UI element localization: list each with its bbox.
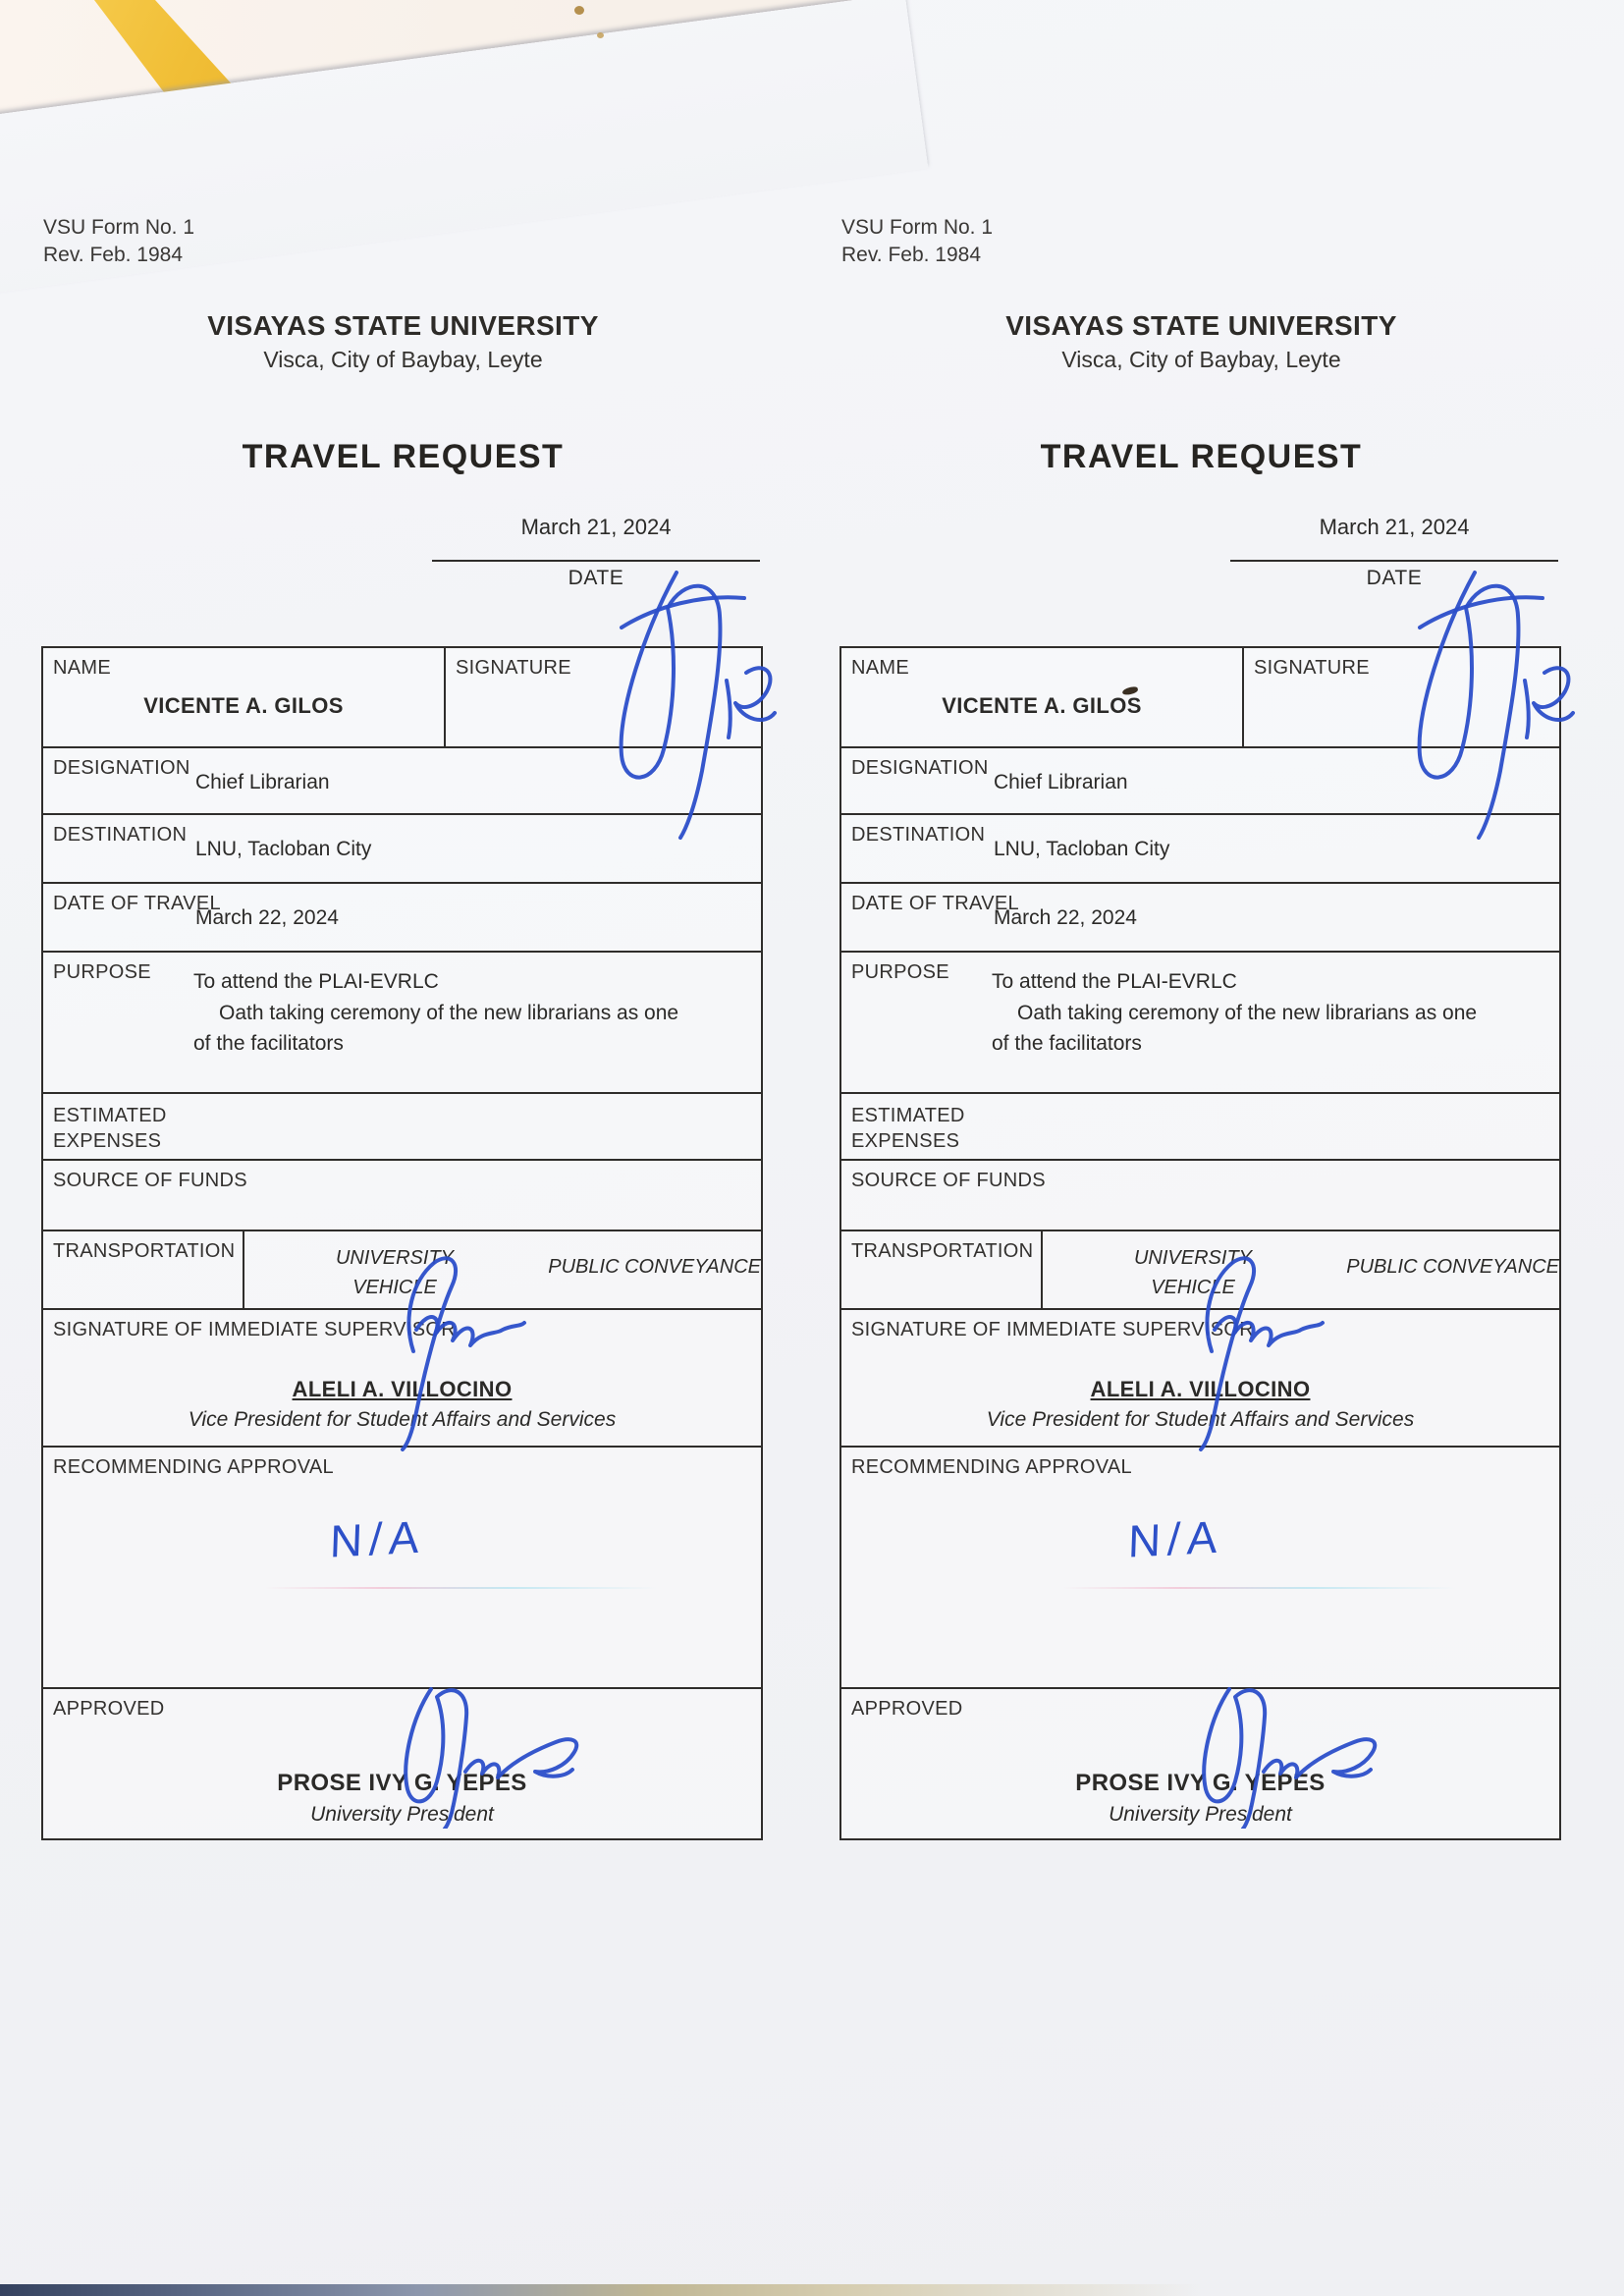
estimated-expenses-label-2: EXPENSES xyxy=(851,1130,960,1152)
row-approved xyxy=(841,1689,1559,1838)
university-address: Visca, City of Baybay, Leyte xyxy=(1061,347,1341,372)
row-transportation xyxy=(43,1231,761,1310)
transportation-label: TRANSPORTATION xyxy=(851,1240,1034,1262)
source-of-funds-label: SOURCE OF FUNDS xyxy=(851,1170,1046,1191)
row-source-of-funds xyxy=(841,1161,1559,1231)
approver-title: University President xyxy=(1109,1803,1292,1826)
row-name-signature xyxy=(43,648,761,748)
name-label: NAME xyxy=(851,657,909,679)
row-source-of-funds xyxy=(43,1161,761,1231)
row-estimated-expenses xyxy=(841,1094,1559,1161)
purpose-value xyxy=(193,966,755,1060)
approved-label: APPROVED xyxy=(53,1698,165,1720)
row-destination xyxy=(43,815,761,884)
date-of-travel-label: DATE OF TRAVEL xyxy=(851,893,1019,914)
name-label: NAME xyxy=(53,657,111,679)
estimated-expenses-label-1: ESTIMATED xyxy=(53,1105,167,1126)
bottom-document-band xyxy=(0,2284,1624,2296)
purpose-line-2: Oath taking ceremony of the new librarians as one xyxy=(1017,1001,1478,1024)
row-destination xyxy=(841,815,1559,884)
cell-divider xyxy=(444,648,446,746)
supervisor-title: Vice President for Student Affairs and Services xyxy=(188,1408,617,1431)
destination-value: LNU, Tacloban City xyxy=(994,838,1170,860)
supervisor-label: SIGNATURE OF IMMEDIATE SUPERVISOR xyxy=(53,1319,456,1340)
recommending-approval-label: RECOMMENDING APPROVAL xyxy=(851,1456,1132,1478)
form-number: VSU Form No. 1 xyxy=(841,216,994,239)
transportation-option-university-vehicle xyxy=(1041,1243,1345,1302)
estimated-expenses-label-2: EXPENSES xyxy=(53,1130,162,1152)
date-block xyxy=(432,515,760,590)
form-table xyxy=(839,646,1561,1840)
purpose-line-1: To attend the PLAI-EVRLC xyxy=(193,970,439,993)
approver-title: University President xyxy=(310,1803,494,1826)
option-vehicle: VEHICLE xyxy=(1151,1277,1235,1298)
form-table xyxy=(41,646,763,1840)
estimated-expenses-label xyxy=(53,1103,167,1154)
approver-name: PROSE IVY G. YEPES xyxy=(277,1770,527,1796)
designation-label: DESIGNATION xyxy=(53,757,190,779)
destination-value: LNU, Tacloban City xyxy=(195,838,372,860)
cell-divider xyxy=(1242,648,1244,746)
purpose-label: PURPOSE xyxy=(851,961,949,983)
letterhead xyxy=(41,310,765,373)
form-number-block xyxy=(841,214,993,268)
form-number: VSU Form No. 1 xyxy=(43,216,195,239)
form-title: TRAVEL REQUEST xyxy=(1040,438,1363,475)
purpose-line-2: Oath taking ceremony of the new librarians as one xyxy=(219,1001,679,1024)
approver-name: PROSE IVY G. YEPES xyxy=(1075,1770,1326,1796)
form-number-block xyxy=(43,214,194,268)
destination-label: DESTINATION xyxy=(851,824,986,846)
row-transportation xyxy=(841,1231,1559,1310)
destination-label: DESTINATION xyxy=(53,824,188,846)
purpose-value xyxy=(992,966,1553,1060)
row-name-signature xyxy=(841,648,1559,748)
designation-label: DESIGNATION xyxy=(851,757,989,779)
source-of-funds-label: SOURCE OF FUNDS xyxy=(53,1170,247,1191)
purpose-label: PURPOSE xyxy=(53,961,151,983)
date-value: March 21, 2024 xyxy=(1319,515,1470,539)
purpose-line-3: of the facilitators xyxy=(992,1032,1142,1055)
row-supervisor xyxy=(43,1310,761,1448)
supervisor-name: ALELI A. VILLOCINO xyxy=(1090,1377,1311,1401)
purpose-line-1: To attend the PLAI-EVRLC xyxy=(992,970,1237,993)
row-date-of-travel xyxy=(43,884,761,953)
approved-label: APPROVED xyxy=(851,1698,963,1720)
date-label: DATE xyxy=(568,567,624,589)
date-value: March 21, 2024 xyxy=(520,515,672,539)
supervisor-title: Vice President for Student Affairs and Services xyxy=(986,1408,1415,1431)
estimated-expenses-label xyxy=(851,1103,965,1154)
designation-value: Chief Librarian xyxy=(994,771,1128,793)
option-university: UNIVERSITY xyxy=(335,1247,455,1269)
name-value: VICENTE A. GILOS xyxy=(942,693,1142,718)
form-title: TRAVEL REQUEST xyxy=(242,438,565,475)
recommending-approval-handwritten-value: N/A xyxy=(329,1510,427,1567)
university-address: Visca, City of Baybay, Leyte xyxy=(263,347,543,372)
transportation-option-public-conveyance: PUBLIC CONVEYANCE xyxy=(1346,1256,1559,1278)
row-designation xyxy=(841,748,1559,815)
signature-label: SIGNATURE xyxy=(1254,657,1370,679)
supervisor-name: ALELI A. VILLOCINO xyxy=(292,1377,513,1401)
row-recommending-approval xyxy=(841,1448,1559,1689)
date-of-travel-value: March 22, 2024 xyxy=(994,906,1137,929)
estimated-expenses-label-1: ESTIMATED xyxy=(851,1105,965,1126)
row-purpose xyxy=(841,953,1559,1094)
date-label: DATE xyxy=(1366,567,1423,589)
row-date-of-travel xyxy=(841,884,1559,953)
option-university: UNIVERSITY xyxy=(1133,1247,1253,1269)
signature-label: SIGNATURE xyxy=(456,657,571,679)
row-recommending-approval xyxy=(43,1448,761,1689)
travel-request-form-left xyxy=(41,0,765,1866)
transportation-label: TRANSPORTATION xyxy=(53,1240,236,1262)
row-purpose xyxy=(43,953,761,1094)
date-block xyxy=(1230,515,1558,590)
transportation-option-university-vehicle xyxy=(243,1243,547,1302)
purpose-line-3: of the facilitators xyxy=(193,1032,344,1055)
university-name: VISAYAS STATE UNIVERSITY xyxy=(1005,310,1397,341)
date-of-travel-value: March 22, 2024 xyxy=(195,906,339,929)
date-of-travel-label: DATE OF TRAVEL xyxy=(53,893,221,914)
travel-request-form-right xyxy=(839,0,1563,1866)
recommending-approval-handwritten-value: N/A xyxy=(1127,1510,1225,1567)
form-revision: Rev. Feb. 1984 xyxy=(841,243,982,266)
recommending-approval-label: RECOMMENDING APPROVAL xyxy=(53,1456,334,1478)
letterhead xyxy=(839,310,1563,373)
row-approved xyxy=(43,1689,761,1838)
row-estimated-expenses xyxy=(43,1094,761,1161)
name-value: VICENTE A. GILOS xyxy=(143,693,344,718)
designation-value: Chief Librarian xyxy=(195,771,330,793)
scan-color-streak xyxy=(264,1587,657,1589)
transportation-option-public-conveyance: PUBLIC CONVEYANCE xyxy=(548,1256,761,1278)
scan-color-streak xyxy=(1062,1587,1455,1589)
supervisor-label: SIGNATURE OF IMMEDIATE SUPERVISOR xyxy=(851,1319,1254,1340)
form-revision: Rev. Feb. 1984 xyxy=(43,243,184,266)
university-name: VISAYAS STATE UNIVERSITY xyxy=(207,310,599,341)
row-designation xyxy=(43,748,761,815)
row-supervisor xyxy=(841,1310,1559,1448)
option-vehicle: VEHICLE xyxy=(352,1277,437,1298)
